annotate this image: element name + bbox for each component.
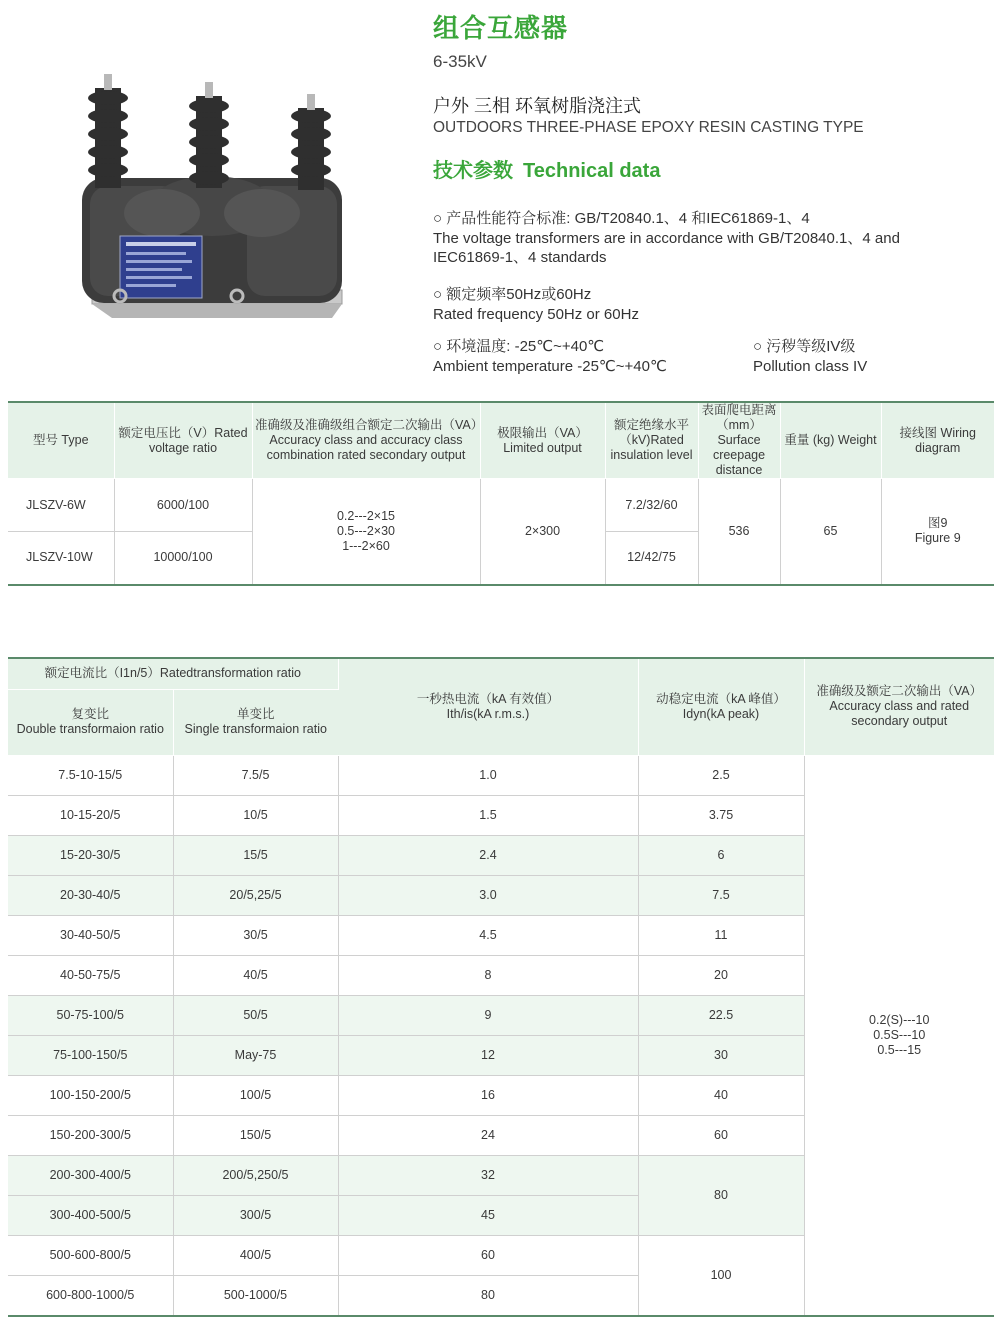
wiring-diagram-cell	[881, 479, 994, 585]
accuracy-line: 0.5---15	[877, 1042, 922, 1057]
single-ratio-cell: 30/5	[173, 915, 338, 955]
accuracy-line: 0.5S---10	[873, 1027, 926, 1042]
header-type: 型号 Type	[8, 402, 114, 479]
header-dynamic-en: Idyn(kA peak)	[682, 706, 760, 721]
weight-cell: 65	[780, 479, 881, 585]
spec-temperature-zh: ○ 环境温度: -25℃~+40℃	[433, 337, 667, 357]
model-cell: JLSZV-10W	[8, 532, 114, 585]
single-ratio-cell: 7.5/5	[173, 755, 338, 795]
thermal-current-cell: 24	[338, 1115, 638, 1155]
accuracy-output-cell	[804, 755, 994, 1316]
accuracy-line: 0.2(S)---10	[869, 1012, 930, 1027]
current-ratio-table	[8, 657, 994, 1317]
page-title: 组合互感器	[433, 13, 569, 43]
table-row	[8, 755, 994, 795]
accuracy-line: 0.5---2×30	[336, 523, 396, 538]
double-ratio-cell: 600-800-1000/5	[8, 1275, 173, 1316]
wiring-zh: 图9	[928, 516, 948, 531]
thermal-current-cell: 4.5	[338, 915, 638, 955]
dynamic-current-cell: 22.5	[638, 995, 804, 1035]
header-accuracy-class: 准确级及准确级组合额定二次输出（VA）Accuracy class and accuracy class combination rated secondary output	[252, 402, 480, 479]
thermal-current-cell: 2.4	[338, 835, 638, 875]
voltage-ratio-cell: 10000/100	[114, 532, 252, 585]
header-creepage-distance: 表面爬电距离（mm）Surface creepage distance	[698, 402, 780, 479]
model-cell: JLSZV-6W	[8, 479, 114, 532]
subtitle-en: OUTDOORS THREE-PHASE EPOXY RESIN CASTING TYPE	[433, 119, 864, 136]
voltage-range: 6-35kV	[433, 52, 487, 71]
dynamic-current-cell: 80	[638, 1155, 804, 1235]
header-thermal-zh: 一秒热电流（kA 有效值）	[416, 691, 560, 706]
header-weight: 重量 (kg) Weight	[780, 402, 881, 479]
wiring-en: Figure 9	[914, 531, 961, 546]
header-single-ratio	[173, 689, 338, 755]
header-wiring-diagram: 接线图 Wiring diagram	[881, 402, 994, 479]
header-dynamic-zh: 动稳定电流（kA 峰值）	[656, 691, 786, 706]
subtitle-zh: 户外 三相 环氧树脂浇注式	[433, 96, 642, 116]
double-ratio-cell: 100-150-200/5	[8, 1075, 173, 1115]
thermal-current-cell: 1.5	[338, 795, 638, 835]
voltage-ratio-cell: 6000/100	[114, 479, 252, 532]
insulation-level-cell: 12/42/75	[605, 532, 698, 585]
double-ratio-cell: 20-30-40/5	[8, 875, 173, 915]
spec-temperature	[433, 337, 667, 376]
spec-pollution-en: Pollution class IV	[753, 357, 868, 375]
thermal-current-cell: 45	[338, 1195, 638, 1235]
double-ratio-cell: 300-400-500/5	[8, 1195, 173, 1235]
dynamic-current-cell: 100	[638, 1235, 804, 1316]
dynamic-current-cell: 6	[638, 835, 804, 875]
header-limited-output: 极限输出（VA）Limited output	[480, 402, 605, 479]
thermal-current-cell: 12	[338, 1035, 638, 1075]
single-ratio-cell: 20/5,25/5	[173, 875, 338, 915]
double-ratio-cell: 500-600-800/5	[8, 1235, 173, 1275]
double-ratio-cell: 7.5-10-15/5	[8, 755, 173, 795]
single-ratio-cell: 400/5	[173, 1235, 338, 1275]
thermal-current-cell: 3.0	[338, 875, 638, 915]
limited-output-cell: 2×300	[480, 479, 605, 585]
transformer-product-image	[62, 68, 362, 358]
dynamic-current-cell: 40	[638, 1075, 804, 1115]
spec-temperature-en: Ambient temperature -25℃~+40℃	[433, 357, 667, 375]
thermal-current-cell: 32	[338, 1155, 638, 1195]
header-double-ratio	[8, 689, 173, 755]
dynamic-current-cell: 20	[638, 955, 804, 995]
tech-heading-zh: 技术参数	[433, 160, 513, 182]
spec-pollution-zh: ○ 污秽等级IV级	[753, 337, 867, 357]
creepage-cell: 536	[698, 479, 780, 585]
header-thermal-current	[338, 658, 638, 755]
header-dynamic-current	[638, 658, 804, 755]
header-rated-voltage-ratio: 额定电压比（V）Rated voltage ratio	[114, 402, 252, 479]
dynamic-current-cell: 3.75	[638, 795, 804, 835]
header-double-en: Double transformaion ratio	[16, 722, 164, 736]
double-ratio-cell: 200-300-400/5	[8, 1155, 173, 1195]
spec-frequency-zh: ○ 额定频率50Hz或60Hz	[433, 285, 639, 305]
single-ratio-cell: 10/5	[173, 795, 338, 835]
thermal-current-cell: 60	[338, 1235, 638, 1275]
header-double-zh: 复变比	[71, 707, 109, 721]
double-ratio-cell: 40-50-75/5	[8, 955, 173, 995]
tech-heading-en: Technical data	[523, 160, 661, 182]
header-single-zh: 单变比	[236, 707, 275, 721]
voltage-spec-table	[8, 401, 994, 586]
dynamic-current-cell: 2.5	[638, 755, 804, 795]
single-ratio-cell: 300/5	[173, 1195, 338, 1235]
spec-frequency	[433, 285, 639, 324]
dynamic-current-cell: 60	[638, 1115, 804, 1155]
single-ratio-cell: 50/5	[173, 995, 338, 1035]
technical-data-heading	[433, 154, 660, 183]
single-ratio-cell: 100/5	[173, 1075, 338, 1115]
header-single-en: Single transformaion ratio	[184, 722, 327, 736]
header-thermal-en: Ith/is(kA r.m.s.)	[446, 706, 530, 721]
double-ratio-cell: 10-15-20/5	[8, 795, 173, 835]
dynamic-current-cell: 11	[638, 915, 804, 955]
thermal-current-cell: 80	[338, 1275, 638, 1316]
header-accuracy-output	[804, 658, 994, 755]
single-ratio-cell: May-75	[173, 1035, 338, 1075]
header-rated-transformation-ratio: 额定电流比（I1n/5）Ratedtransformation ratio	[8, 658, 338, 689]
double-ratio-cell: 150-200-300/5	[8, 1115, 173, 1155]
thermal-current-cell: 8	[338, 955, 638, 995]
accuracy-line: 1---2×60	[342, 538, 390, 553]
double-ratio-cell: 75-100-150/5	[8, 1035, 173, 1075]
header-insulation-level: 额定绝缘水平（kV)Rated insulation level	[605, 402, 698, 479]
double-ratio-cell: 15-20-30/5	[8, 835, 173, 875]
header-accuracy-zh: 准确级及额定二次输出（VA）	[816, 684, 983, 699]
header-accuracy-en: Accuracy class and rated secondary output	[829, 699, 970, 729]
spec-standard-en: The voltage transformers are in accordance with GB/T20840.1、4 and IEC61869-1、4 standards	[433, 229, 900, 266]
insulation-level-cell: 7.2/32/60	[605, 479, 698, 532]
single-ratio-cell: 15/5	[173, 835, 338, 875]
spec-frequency-en: Rated frequency 50Hz or 60Hz	[433, 305, 639, 323]
double-ratio-cell: 50-75-100/5	[8, 995, 173, 1035]
thermal-current-cell: 9	[338, 995, 638, 1035]
single-ratio-cell: 500-1000/5	[173, 1275, 338, 1316]
dynamic-current-cell: 30	[638, 1035, 804, 1075]
single-ratio-cell: 200/5,250/5	[173, 1155, 338, 1195]
spec-standard	[433, 209, 973, 268]
dynamic-current-cell: 7.5	[638, 875, 804, 915]
accuracy-line: 0.2---2×15	[336, 508, 396, 523]
single-ratio-cell: 40/5	[173, 955, 338, 995]
spec-standard-zh: ○ 产品性能符合标准: GB/T20840.1、4 和IEC61869-1、4	[433, 209, 973, 229]
thermal-current-cell: 1.0	[338, 755, 638, 795]
accuracy-class-cell	[252, 479, 480, 585]
single-ratio-cell: 150/5	[173, 1115, 338, 1155]
thermal-current-cell: 16	[338, 1075, 638, 1115]
spec-pollution	[753, 337, 867, 376]
double-ratio-cell: 30-40-50/5	[8, 915, 173, 955]
table-row	[8, 479, 994, 532]
